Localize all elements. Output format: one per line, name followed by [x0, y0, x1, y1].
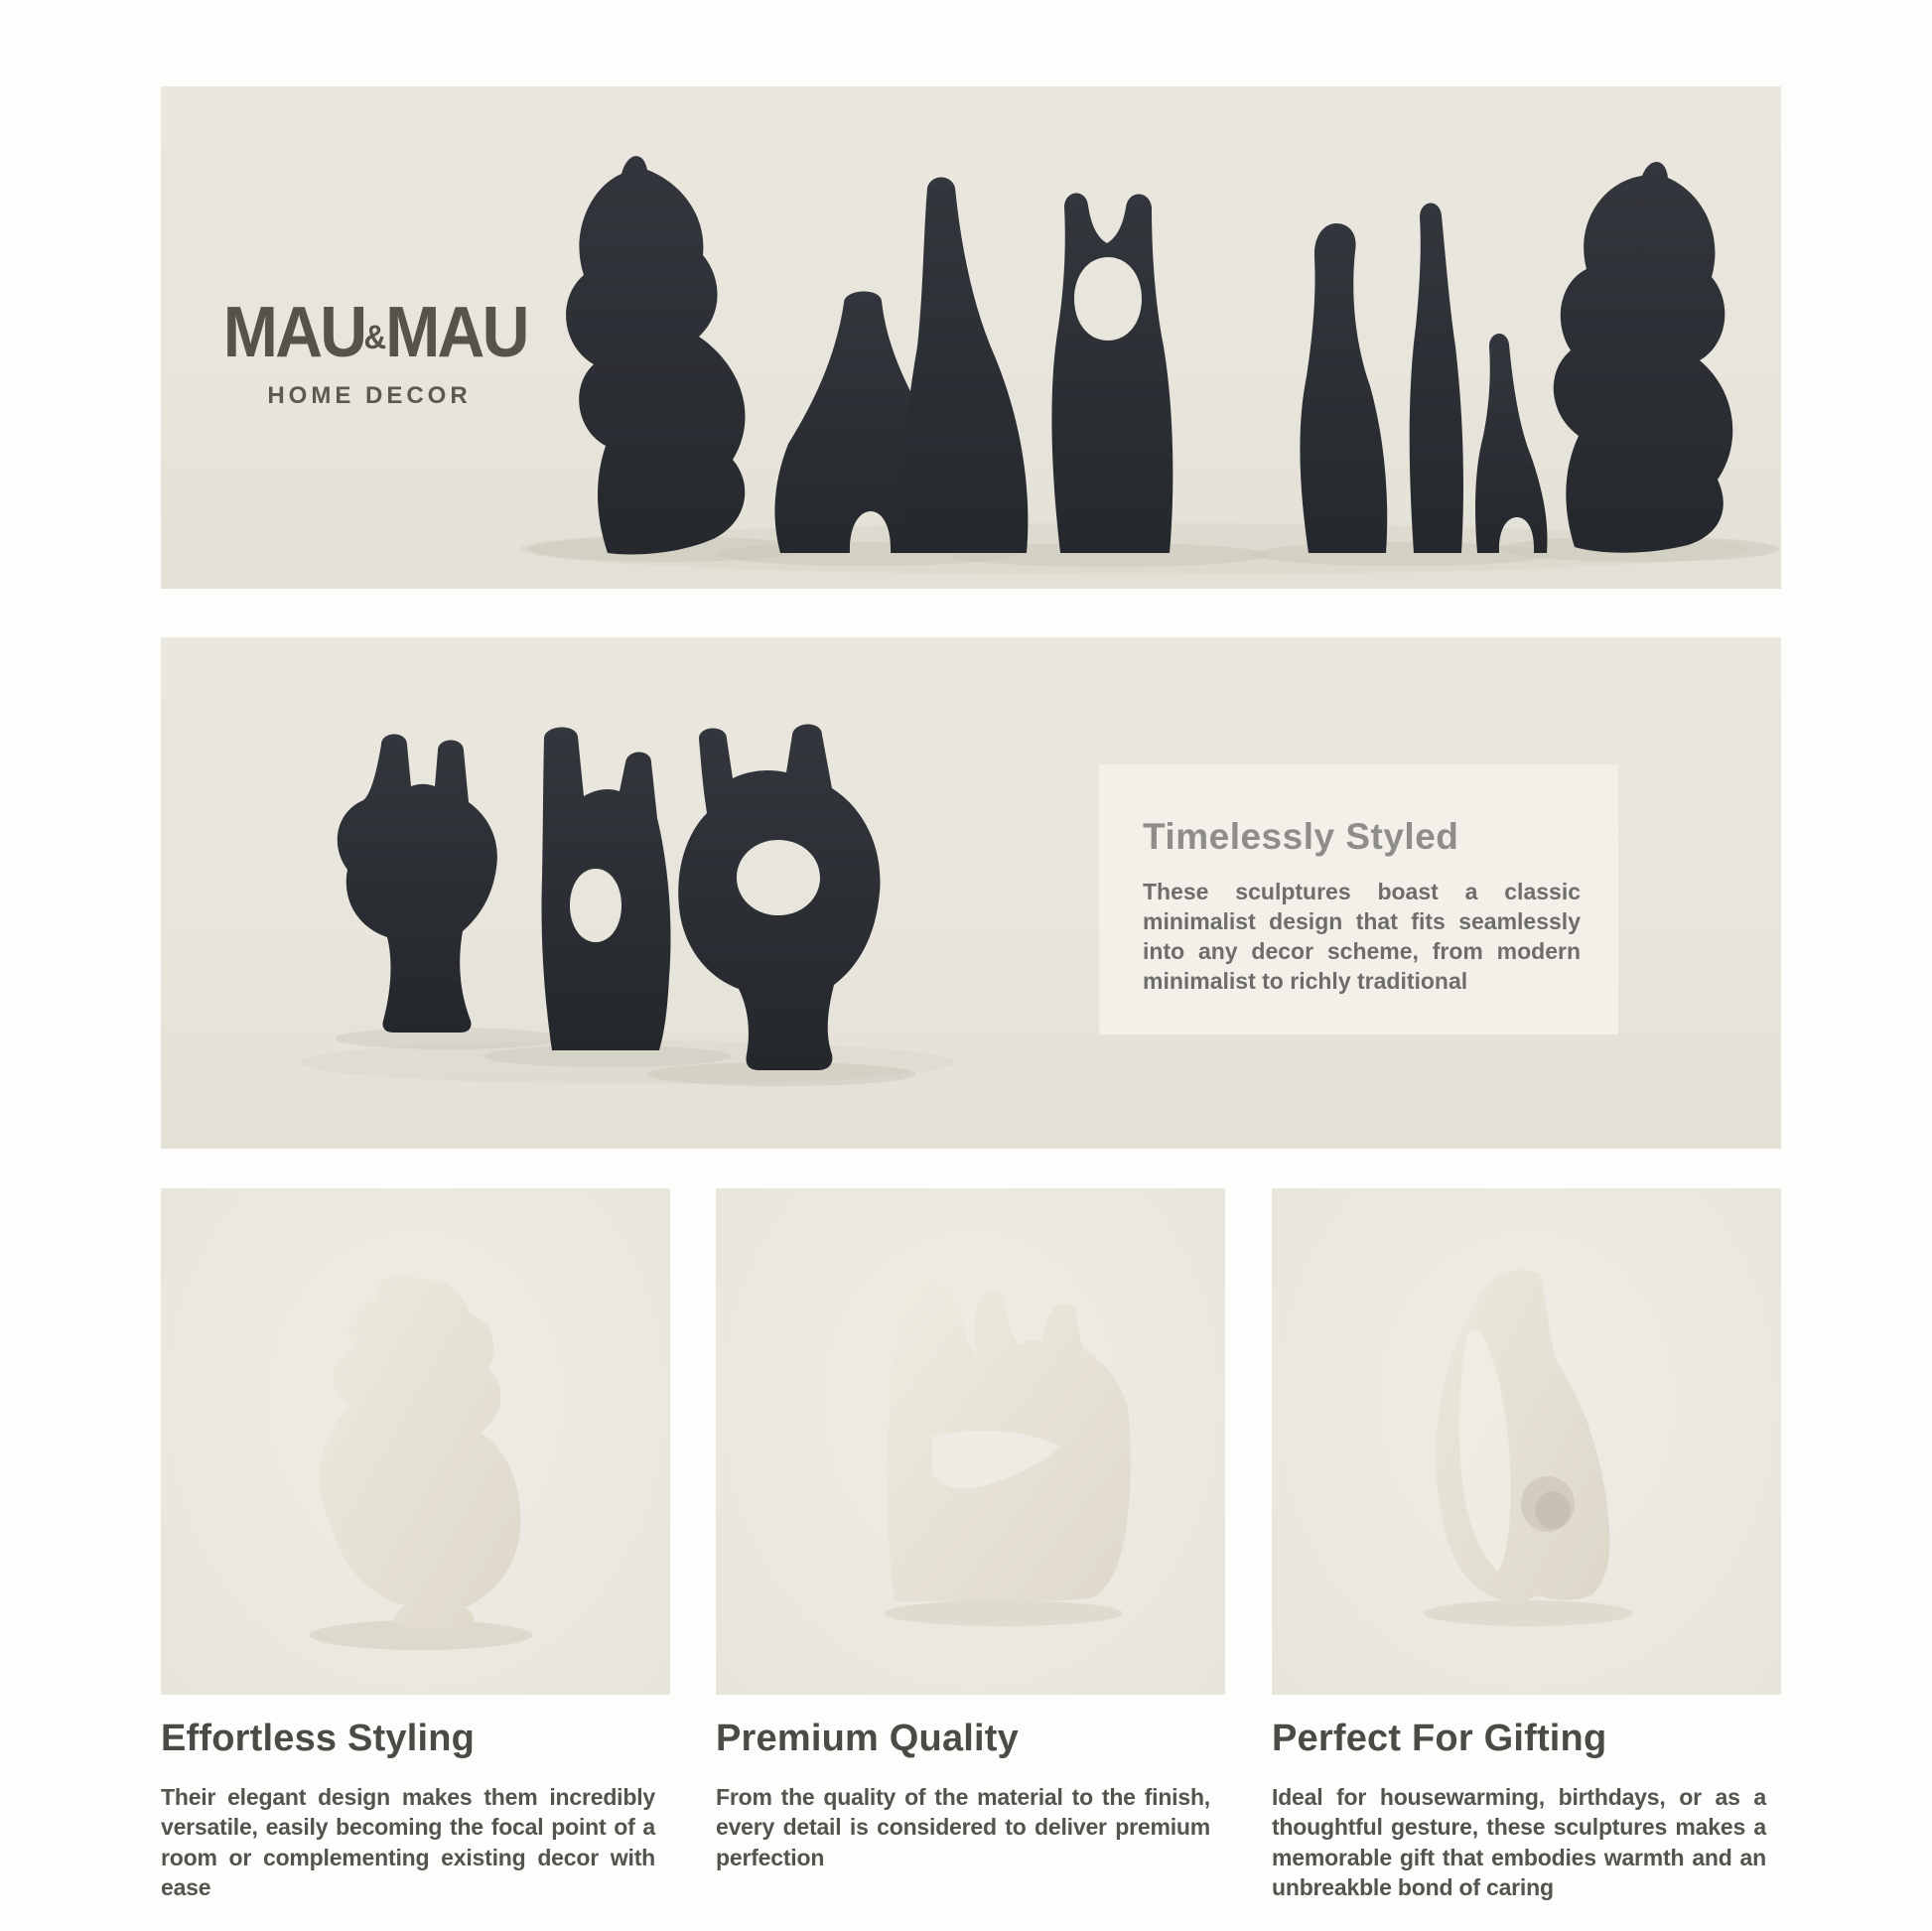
- brand-block: [210, 293, 528, 410]
- caption-title: Perfect For Gifting: [1272, 1718, 1607, 1759]
- caption-body: Their elegant design makes them incredibly versatile, easily becoming the focal point of a room or complementing existing decor with ease: [161, 1784, 655, 1901]
- caption-body: From the quality of the material to the finish, every detail is considered to deliver premium perfection: [716, 1784, 1210, 1870]
- product-image-abstract-form: [1272, 1188, 1781, 1695]
- sculpture-pronged-donut: [1051, 193, 1173, 553]
- brand-logo-right: MAU: [385, 293, 527, 372]
- feature-caption-premium-quality: [716, 1718, 1210, 1872]
- caption-title: Premium Quality: [716, 1718, 1019, 1759]
- sculpture-donut-prongs: [678, 725, 880, 1071]
- sculpture-two-prong-bulb: [338, 735, 497, 1034]
- organic-vase-shape: [320, 1274, 521, 1629]
- caption-title: Effortless Styling: [161, 1718, 476, 1759]
- product-image-organic-vase: [161, 1188, 670, 1695]
- cream-abstract-form-image: [1272, 1188, 1781, 1695]
- ampersand-glyph: &: [363, 319, 387, 356]
- feature-caption-perfect-for-gifting: [1272, 1718, 1766, 1902]
- sculpture-thin-bottle: [1410, 203, 1463, 553]
- feature-body: These sculptures boast a classic minimalist design that fits seamlessly into any decor scheme, from modern minimalist to richly traditional: [1143, 879, 1581, 994]
- feature-banner: [161, 637, 1781, 1149]
- sculpture-arched-prong: [1475, 334, 1547, 553]
- feature-caption-effortless-styling: [161, 1718, 655, 1902]
- sculpture-twist-right: [1554, 162, 1733, 553]
- feature-title: Timelessly Styled: [1143, 816, 1459, 857]
- dark-sculpture-group: [566, 156, 1732, 554]
- cream-candelabra-image: [716, 1188, 1225, 1695]
- shadow: [1424, 1600, 1632, 1626]
- brand-logo: [222, 293, 527, 372]
- sculpture-curved-neck-bottle: [1300, 223, 1387, 553]
- dark-sculpture-trio: [338, 725, 881, 1071]
- brand-logo-left: MAU: [222, 293, 365, 372]
- sculpture-twist-left: [566, 156, 745, 554]
- sculpture-tall-holed-slab: [541, 727, 670, 1050]
- candelabra-shape: [887, 1281, 1131, 1601]
- sculpture-tall-slab: [903, 178, 1029, 554]
- shadow: [885, 1600, 1123, 1626]
- cream-organic-vase-image: [161, 1188, 670, 1695]
- hero-banner: [161, 86, 1781, 589]
- brand-tagline: HOME DECOR: [267, 382, 472, 409]
- caption-body: Ideal for housewarming, birthdays, or as a thoughtful gesture, these sculptures makes a memorable gift that embodies warmth and an unbreakble bond of caring: [1272, 1784, 1766, 1901]
- feature-text-card: [1099, 764, 1618, 1034]
- dimple-inner: [1535, 1491, 1571, 1529]
- product-image-candelabra: [716, 1188, 1225, 1695]
